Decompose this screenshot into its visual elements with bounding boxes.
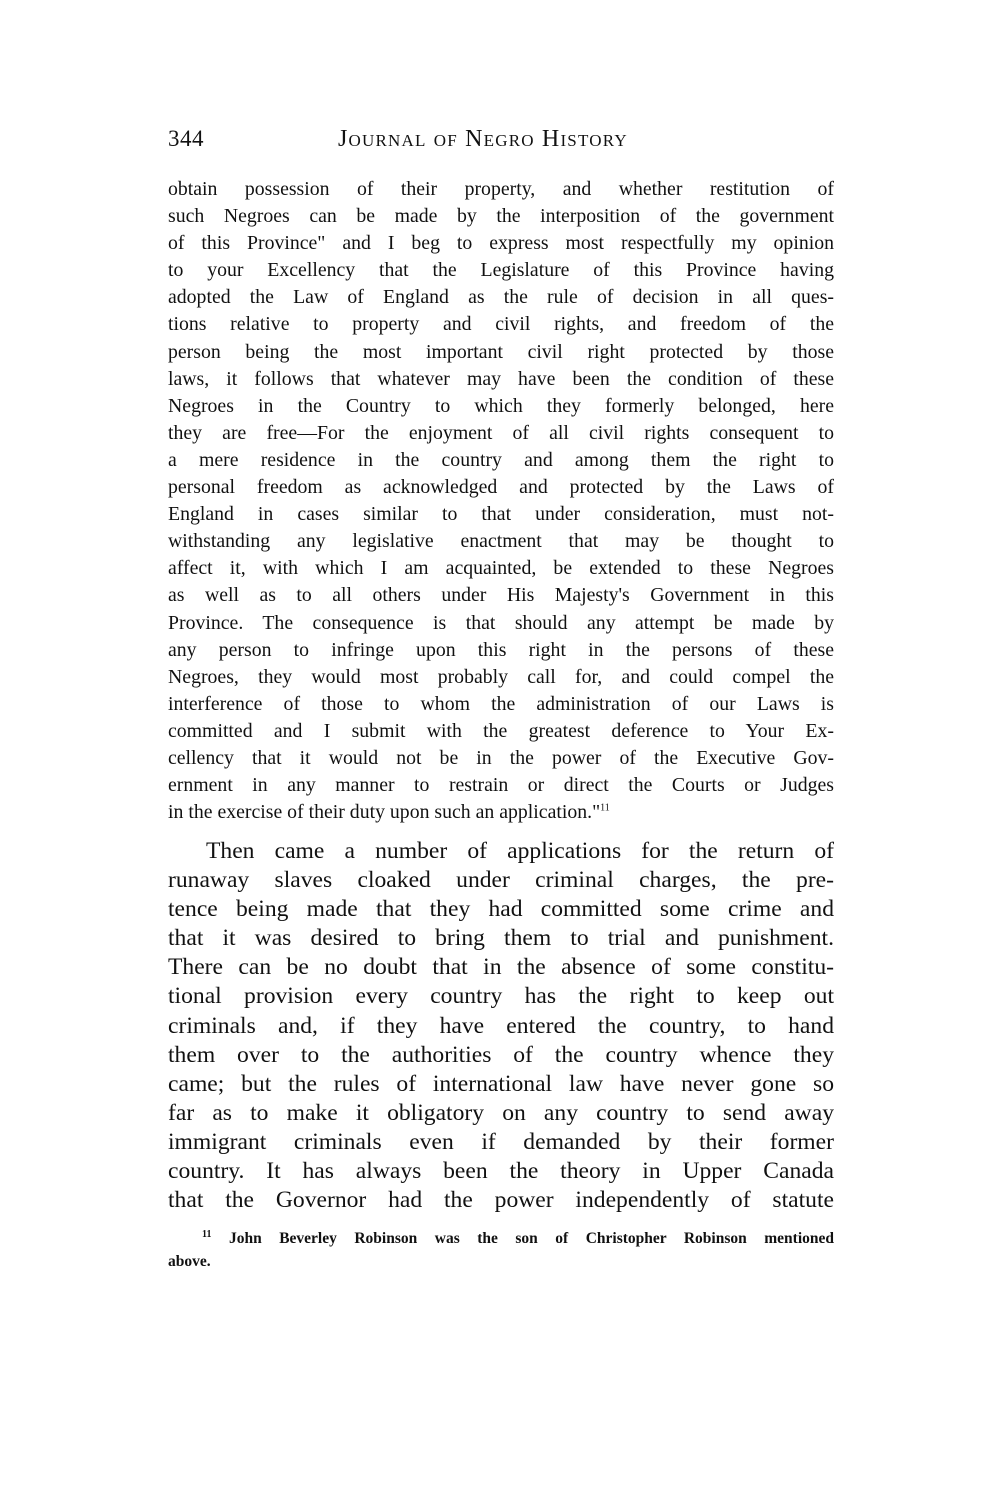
quote-line-last	[168, 799, 834, 826]
footnote	[168, 1227, 834, 1273]
footnote-line: above.	[168, 1253, 211, 1270]
body-line: that the Governor had the power independently of statute	[168, 1187, 834, 1214]
quote-line: ernment in any manner to restrain or direct the Courts or Judges	[168, 774, 834, 797]
body-line: criminals and, if they have entered the country, to hand	[168, 1012, 834, 1039]
body-line: runaway slaves cloaked under criminal charges, the pre-	[168, 867, 834, 894]
quote-line: withstanding any legislative enactment that may be thought to	[168, 530, 834, 553]
quote-line: any person to infringe upon this right in the persons of these	[168, 638, 834, 661]
footnote-text: John Beverley Robinson was the son of Christopher Robinson mentioned	[228, 1230, 834, 1247]
body-line: tence being made that they had committed some crime and	[168, 896, 834, 923]
body-line: immigrant criminals even if demanded by their former	[168, 1128, 834, 1155]
body-line: far as to make it obligatory on any country to send away	[168, 1099, 834, 1126]
quote-line: obtain possession of their property, and whether restitution of	[168, 178, 834, 200]
quoted-letter-excerpt	[168, 176, 834, 826]
quote-line: cellency that it would not be in the power of the Executive Gov-	[168, 746, 834, 769]
quote-line: laws, it follows that whatever may have been the condition of these	[168, 367, 834, 390]
quote-line: they are free—For the enjoyment of all civil rights consequent to	[168, 421, 834, 444]
footnote-line	[168, 1227, 834, 1250]
quote-line: to your Excellency that the Legislature of this Province having	[168, 259, 834, 282]
quote-line: interference of those to whom the administration of our Laws is	[168, 692, 834, 715]
body-paragraph	[168, 837, 834, 1215]
journal-title: Journal of Negro History	[338, 126, 628, 152]
quote-line: committed and I submit with the greatest deference to Your Ex-	[168, 719, 834, 742]
footnote-reference: 11	[600, 802, 610, 814]
quote-line: England in cases similar to that under consideration, must not-	[168, 503, 834, 526]
quote-line-text: in the exercise of their duty upon such an application."	[168, 801, 601, 824]
quote-line: tions relative to property and civil rights, and freedom of the	[168, 313, 834, 336]
body-line: Then came a number of applications for the return of	[206, 838, 834, 864]
quote-line: adopted the Law of England as the rule of decision in all ques-	[168, 286, 834, 309]
quote-line: of this Province" and I beg to express most respectfully my opinion	[168, 232, 834, 255]
quote-line: personal freedom as acknowledged and protected by the Laws of	[168, 476, 834, 499]
body-line: tional provision every country has the right to keep out	[168, 983, 834, 1010]
quote-line: person being the most important civil right protected by those	[168, 340, 834, 363]
quote-line: affect it, with which I am acquainted, be extended to these Negroes	[168, 557, 834, 580]
quote-line: Province. The consequence is that should any attempt be made by	[168, 611, 834, 634]
running-head	[168, 126, 834, 158]
quote-line: such Negroes can be made by the interposition of the government	[168, 205, 834, 228]
body-line: country. It has always been the theory in Upper Canada	[168, 1158, 834, 1185]
quote-line: Negroes in the Country to which they formerly belonged, here	[168, 394, 834, 417]
footnote-number: 11	[202, 1228, 212, 1240]
body-line: them over to the authorities of the country whence they	[168, 1041, 834, 1068]
body-line: came; but the rules of international law have never gone so	[168, 1070, 834, 1097]
quote-line: Negroes, they would most probably call for, and could compel the	[168, 665, 834, 688]
page-number: 344	[168, 126, 204, 151]
quote-line: as well as to all others under His Majesty's Government in this	[168, 584, 834, 607]
quote-line: a mere residence in the country and among them the right to	[168, 448, 834, 471]
body-line: that it was desired to bring them to trial and punishment.	[168, 925, 834, 952]
body-line: There can be no doubt that in the absence of some constitu-	[168, 954, 834, 981]
